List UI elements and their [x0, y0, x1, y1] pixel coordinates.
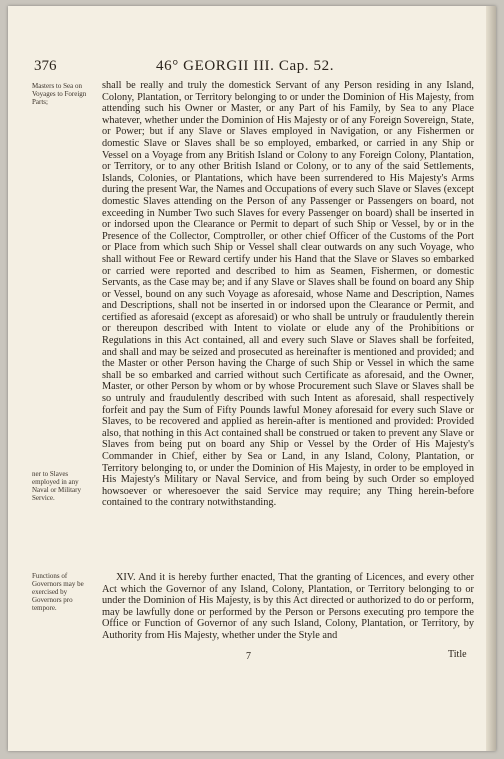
paragraph-section-xiv: XIV. And it is hereby further enacted, That the granting of Licences, and every other Act which the Governor of any Island, Colony, Plantation, or Territory belonging to or under the Dominion of His Majesty, is by this Act directed or authorized to do or perform, may be lawfully done or performed by the Person or Persons executing pro tempore the Office or Function of Governor of any such Island, Colony, Plantation, or Territory, by Authority from His Majesty, whether under the Style and [102, 572, 474, 641]
running-header [34, 58, 470, 78]
paragraph-main: shall be really and truly the domestick Servant of any Person residing in any Island, Colony, Plantation, or Territory belonging to or under the Dominion of His Majesty, from attending such his Owner or Master, or any Part of his Family, by Sea to any Place whatever, whether under the Dominion of His Majesty or of any Foreign Sovereign, State, or Power; but if any Slave or Slaves employed in Navigation, or any Fishermen or domestic Slave or Slaves shall be so employed, embarked, or carried in any Ship or Vessel on a Voyage from any British Island or Colony to any Foreign Colony, Plantation, or Territory, or to any other British Island or Colony, or to any of the said Settlements, Islands, Colonies, or Plantations, which have been surrendered to His Majesty's Arms during the present War, the Names and Occupations of every such Slave or Slaves (except domestic Slaves attending on the Person of any Passenger or Passengers on board, not exceeding in Number Two such Slaves for every Passenger on board) shall be inserted in or indorsed upon the Clearance or Permit to depart of such Ship or Vessel, by or in the Presence of the Collector, Comptroller, or other chief Officer of the Customs of the Port or Place from which such Ship or Vessel shall clear outwards on any such Voyage, who shall without Fee or Reward certify under his Hand that the Slave or Slaves so embarked or carried were reported and described to him as Seamen, Fishermen, or domestic Servants, as the Case may be; and if any Slave or Slaves shall be found on board any Ship or Vessel, bound on any such Voyage as aforesaid, whose Name and Description, Names and Descriptions, shall not be inserted in or indorsed upon the Clearance or Permit, and certified as aforesaid (except as aforesaid) or who shall be untruly or fraudulently therein or thereupon described with Intent to violate or elude any of the Prohibitions or Regulations in this Act contained, all and every such Slave or Slaves shall be forfeited, and shall and may be seized and prosecuted as hereinafter is mentioned and provided; and the Master or other Person having the Charge of such Ship or Vessel in which the same shall be so embarked and carried without such Certificate as aforesaid, and the Owner, Master, or other Person by whom or by whose Procurement such Slave or Slaves shall be so untruly and fraudulently described with such Intent as aforesaid, shall respectively forfeit and pay the Sum of Fifty Pounds lawful Money aforesaid for every such Slave or Slaves, to be recovered and applied as herein-after is mentioned and provided: Provided also, that nothing in this Act contained shall be construed or taken to prevent any Slave or Slaves from being put on board any Ship or Vessel by the Order of His Majesty's Commander in Chief, either by Sea or Land, in any Island, Colony, Plantation, or Territory belonging to, or under the Dominion of His Majesty, in order to be employed in His Majesty's Military or Naval Service, and from being by such Order so employed howsoever or wheresoever the said Service may require; any Thing herein-before contained to the contrary notwithstanding. [102, 80, 474, 509]
margin-note-governors: Functions of Governors may be exercised by Governors pro tempore. [32, 572, 84, 612]
margin-note-masters: Masters to Sea on Voyages to Foreign Parts; [32, 82, 87, 106]
page-number: 376 [34, 58, 57, 74]
document-page [8, 6, 496, 751]
book-gutter [486, 6, 496, 751]
catchword: Title [448, 649, 467, 660]
margin-note-slaves-service: ner to Slaves employed in any Naval or Military Service. [32, 470, 81, 502]
running-title: 46° GEORGII III. Cap. 52. [156, 58, 335, 74]
signature-mark: 7 [246, 651, 251, 662]
